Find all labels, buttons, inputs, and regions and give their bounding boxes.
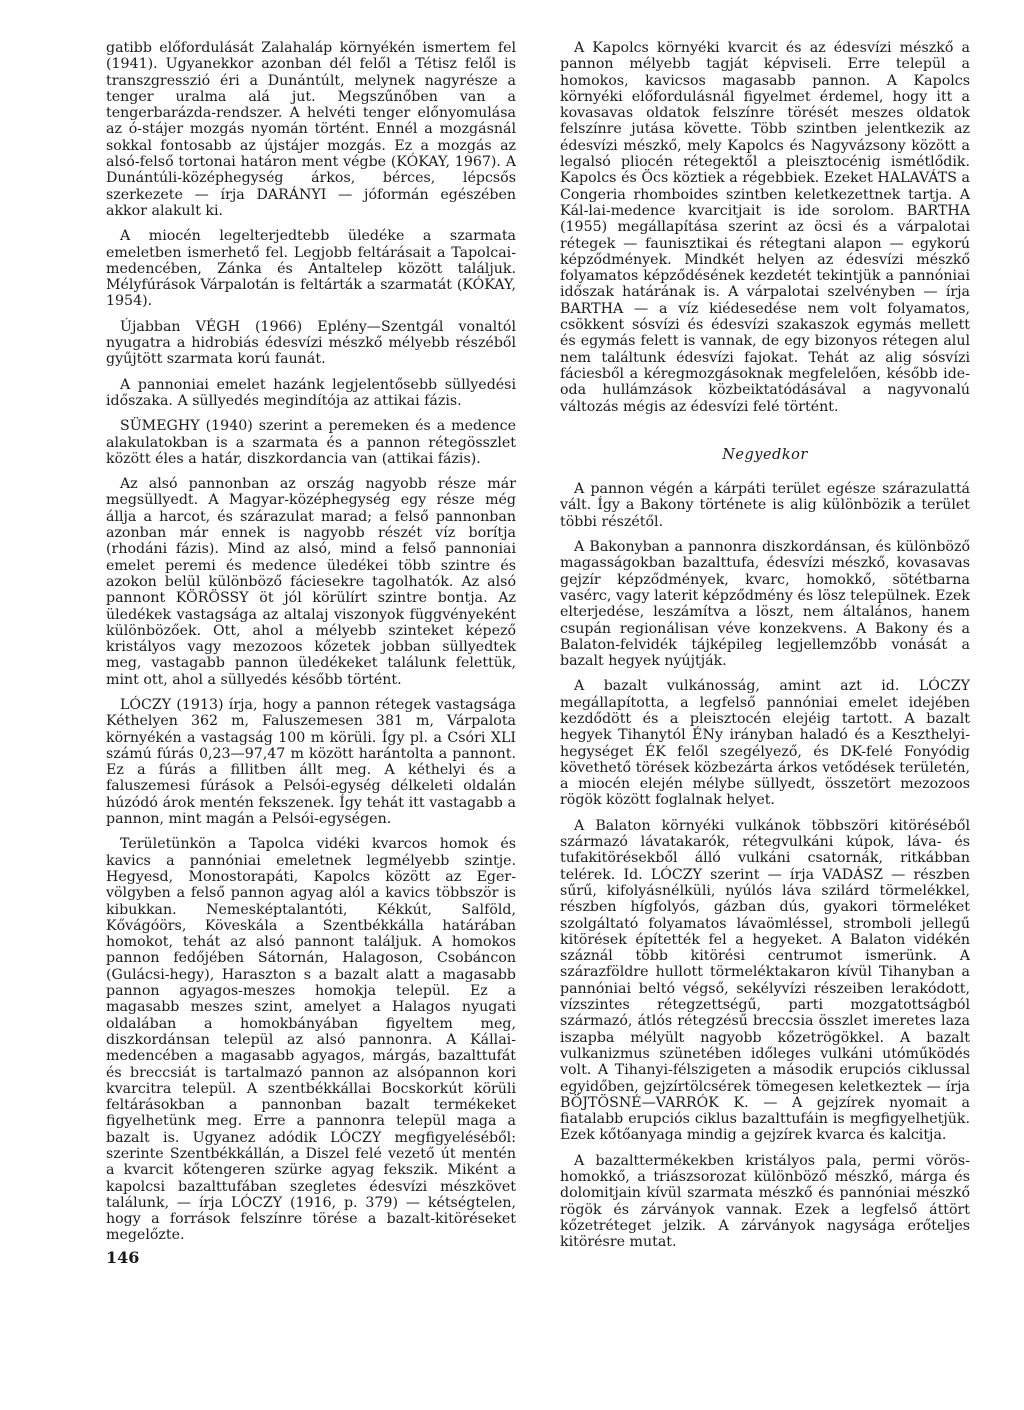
paragraph: A Bakonyban a pannonra diszkordánsan, és különböző magasságokban bazalttufa, édesvízi mészkő, kovasavas gejzír képződmények, kvarc, homokkő, sötétbarna vasérc, vagy laterit képződmény és lösz települnek. Ezek elterjedése, leszámítva a löszt, nem általános, hanem csupán regionálisan véve konzekvens. A Bakony és a Balaton-felvidék tájképileg legjellemzőbb vonását a bazalt hegyek nyújtják. [560,539,970,670]
paragraph: SÜMEGHY (1940) szerint a peremeken és a medence alakulatokban is a szarmata és a pannon rétegösszlet között éles a határ, diszkordancia van (attikai fázis). [106,418,516,467]
paragraph: LÓCZY (1913) írja, hogy a pannon rétegek vastagsága Kéthelyen 362 m, Faluszemesen 381 m, Várpalota környékén a vastagság 100 m körüli. Így pl. a Csóri XLI számú fúrás 0,23—97,47 m között harántolta a pannont. Ez a fúrás a fillitben állt meg. A kéthelyi és a faluszemesi fúrások a Pelsói-egység délkeleti oldalán húzódó árok mentén fekszenek. Így tehát itt vastagabb a pannon, mint magán a Pelsói-egységen. [106,696,516,828]
paragraph: Területünkön a Tapolca vidéki kvarcos homok és kavics a pannóniai emeletnek legmélyebb szintje. Hegyesd, Monostorapáti, Kapolcs között az Eger-völgyben a felső pannon agyag alól a kavics többször is kibukkan. Nemesképtalantóti, Kékkút, Salföld, Kővágóörs, Köveskála a Szentbékkálla határában homokot, tehát az alsó pannont találjuk. A homokos pannon fedőjében Sátornán, Halagoson, Csobáncon (Gulácsi-hegy), Haraszton s a bazalt alatt a magasabb pannon agyagos-meszes homokja települ. Ez a magasabb meszes szint, amelyet a Halagos nyugati oldalában a homokbányában figyeltem meg, diszkordánsan települ az alsó pannonra. A Kállai-medencében a magasabb agyagos, márgás, bazalttufát és breccsiát is tartalmazó pannon az alsópannon kori kvarcitra települ. A szentbékkállai Bocskorkút körüli feltárásokban a pannonban bazalt termékeket figyelhetünk meg. Erre a pannonra települ maga a bazalt is. Ugyanez adódik LÓCZY megfigyeléséből: szerinte Szentbékkállán, a Diszel felé vezető út mentén a kvarcit kőtengeren szürke agyag fekszik. Miként a kapolcsi bazalttufában szegletes édesvízi mészkövet találunk, — írja LÓCZY (1916, p. 379) — kétségtelen, hogy a források felszínre törése a bazalt-kitöréseket megelőzte. [106,836,516,1244]
paragraph: Újabban VÉGH (1966) Eplény—Szentgál vonaltól nyugatra a hidrobiás édesvízi mészkő mélyebb részéből gyűjtött szarmata korú faunát. [106,318,516,368]
page-number: 146 [106,1248,140,1267]
paragraph: A pannoniai emelet hazánk legjelentősebb süllyedési időszaka. A süllyedés megindítója az attikai fázis. [106,376,516,409]
paragraph: A bazalttermékekben kristályos pala, permi vörös-homokkő, a triászsorozat különböző mészkő, márga és dolomitjain kívül szarmata mészkő és pannóniai mészkő rögök és zárványok vannak. Ezek a legfelső áttört kőzetréteget jelzik. A zárványok nagysága erőteljes kitörésre mutat. [560,1152,970,1251]
section-heading: Negyedkor [722,446,808,463]
paragraph: A miocén legelterjedtebb üledéke a szarmata emeletben ismerhető fel. Legjobb feltárásait a Tapolcai-medencében, Zánka és Antaltelep között találjuk. Mélyfúrások Várpalotán is feltárták a szarmatát (KÓKAY, 1954). [106,228,516,310]
paragraph: Az alsó pannonban az ország nagyobb része már megsüllyedt. A Magyar-középhegység egy része még állja a harcot, és szárazulat marad; a felső pannonban azonban már ennek is nagyobb részét víz borítja (rhodáni fázis). Mind az alsó, mind a felső pannoniai emelet peremi és medence üledékei több szintre és azokon belül különböző fáciesekre tagolhatók. Az alsó pannont KÖRÖSSY öt jól körülírt szintre bontja. Az üledékek vastagsága az altalaj viszonyok függvényeként különbözőek. Ott, ahol a mélyebb szinteket képező kristályos vagy mezozoos kőzetek jobban süllyedtek meg, vastagabb pannon üledékeket találunk felettük, mint ott, ahol a süllyedés később történt. [106,476,516,688]
right-column [560,40,970,1259]
paragraph: A bazalt vulkánosság, amint azt id. LÓCZY megállapította, a legfelső pannóniai emelet idejében kezdődött és a pleisztocén elejéig tartott. A bazalt hegyek Tihanytól ÉNy irányban haladó és a Keszthelyi-hegységet ÉK felől szegélyező, és DK-felé Fonyódig követhető törések közbezárta árkos vetődések területén, a miocén elején mélybe süllyedt, összetört mezozoos rögök között foglalnak helyet. [560,678,970,809]
paragraph: A pannon végén a kárpáti terület egésze szárazulattá vált. Így a Bakony története is alig különbözik a terület többi részétől. [560,481,970,530]
paragraph: A Balaton környéki vulkánok többszöri kitöréséből származó lávatakarók, rétegvulkáni kúpok, láva- és tufakitörésekből álló vulkáni csatornák, ritkábban telérek. Id. LÓCZY szerint — írja VADÁSZ — részben sűrű, kifolyásnélküli, nyúlós láva szilárd törmelékkel, részben hígfolyós, gázban dús, gyakori törmeléket szolgáltató folyamatos lávaömléssel, stromboli jellegű kitörések építették fel a hegyeket. A Balaton vidékén száznál több kitörési centrumot ismerünk. A szárazföldre hullott törmeléktakaron kívül Tihanyban a pannóniai beltó végső, sekélyvízi részeiben lerakódott, vízszintes rétegzettségű, parti mozgatottságból származó, átlós rétegzésű breccsia összlet imeretes laza iszapba mélyült nagyobb kőzetrögökkel. A bazalt vulkanizmus szünetében időleges vulkáni utóműködés volt. A Tihanyi-félszigeten a második erupciós ciklussal egyidőben, gejzírtölcsérek tömegesen keletkeztek — írja BÖJTÖSNÉ—VARRÓK K. — A gejzírek nyomait a fiatalabb erupciós ciklus bazalttufáin is megfigyelhetjük. Ezek kőtőanyaga mindig a gejzírek kvarca és kalcitja. [560,817,970,1144]
paragraph: gatibb előfordulását Zalahaláp környékén ismertem fel (1941). Ugyanekkor azonban dél felől a Tétisz felől is transzgresszió éri a Dunántúlt, melynek nagyrésze a tenger uralma alá jut. Megszűnőben van a tengerbarázda-rendszer. A helvéti tenger előnyomulása az ó-stájer mozgás nyomán történt. Ennél a mozgásnál sokkal fontosabb az újstájer mozgás. Ez a mozgás az alsó-felső tortonai határon ment végbe (KÓKAY, 1967). A Dunántúli-középhegység árkos, bérces, lépcsős szerkezete — írja DARÁNYI — jóformán egészében akkor alakult ki. [106,40,516,219]
left-column [106,40,516,1253]
paragraph: A Kapolcs környéki kvarcit és az édesvízi mészkő a pannon mélyebb tagját képviseli. Erre települ a homokos, kavicsos magasabb pannon. A Kapolcs környéki előfordulásnál figyelmet érdemel, hogy itt a kovasavas oldatok felszínre törését meszes oldatok felszínre jutása követte. Több szintben jelentkezik az édesvízi mészkő, mely Kapolcs és Nagyvázsony között a legalsó pliocén rétegektől a pleisztocénig ismétlődik. Kapolcs és Öcs köztiek a régebbiek. Ezeket HALAVÁTS a Congeria rhomboides szintben keletkezettnek tartja. A Kál-lai-medence kvarcitjait is ide sorolom. BARTHA (1955) megállapítása szerint az öcsi és a várpalotai rétegek — faunisztikai és rétegtani alapon — egykorú képződmények. Mindkét helyen az édesvízi mészkő folyamatos képződésének kezdetét tekintjük a pannóniai időszak határának is. A várpalotai szelvényben — írja BARTHA — a víz kiédesedése nem volt folyamatos, csökkent sósvízi és édesvízi szakaszok egymás mellett és egymás felett is vannak, de egy bizonyos rétegen alul nem találtunk édesvízi fajokat. Tehát az alig sósvízi fáciesből a kéregmozgásoknak megfelelően, később ide-oda hullámzások közbeiktatódásával a nagyvonalú változás mégis az édesvízi felé történt. [560,40,970,415]
